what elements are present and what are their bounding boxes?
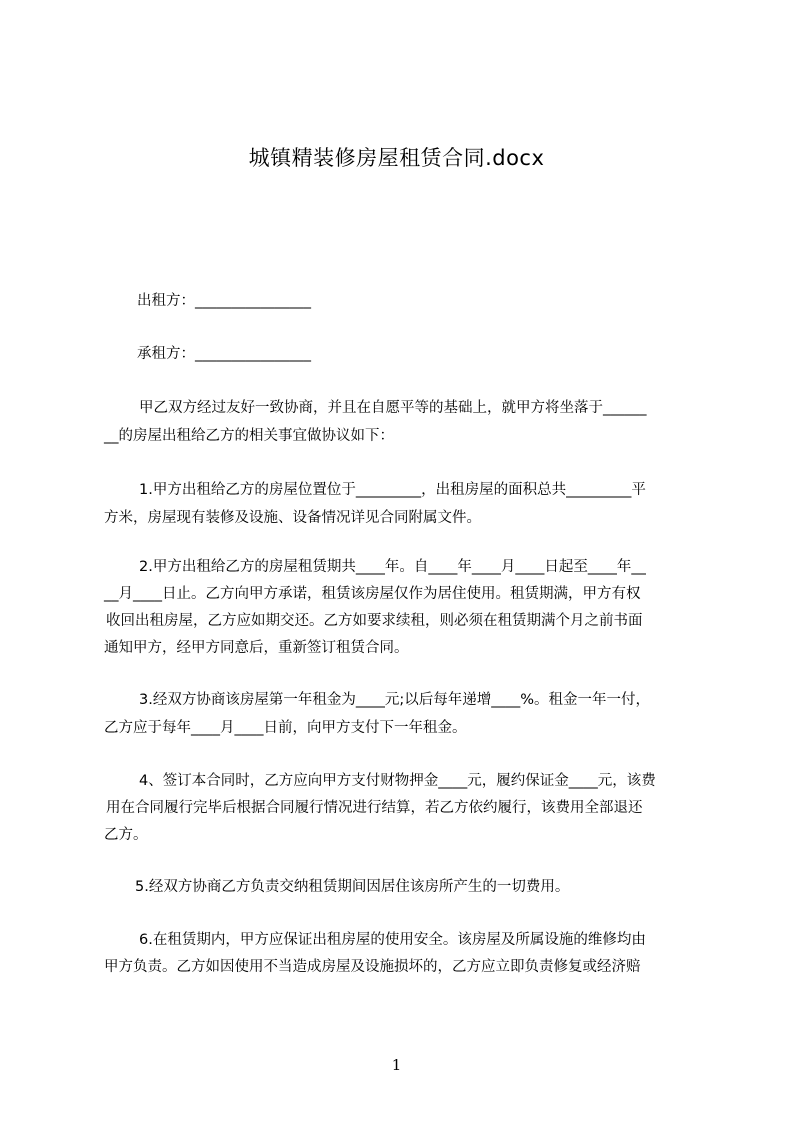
clause4-line-1: 4、签订本合同时，乙方应向甲方支付财物押金____元，履约保证金____元，该费 bbox=[139, 773, 656, 789]
clause1-line-2: 方米，房屋现有装修及设施、设备情况详见合同附属文件。 bbox=[104, 510, 481, 526]
clause3-line-2: 乙方应于每年____月____日前，向甲方支付下一年租金。 bbox=[104, 720, 467, 736]
clause6-line-1: 6.在租赁期内，甲方应保证出租房屋的使用安全。该房屋及所属设施的维修均由 bbox=[139, 932, 646, 948]
document-title: 城镇精装修房屋租赁合同.docx bbox=[248, 146, 545, 170]
party-b-line: 承租方：________________ bbox=[137, 346, 311, 362]
clause2-line-1: 2.甲方出租给乙方的房屋租赁期共____年。自____年____月____日起至____年__ bbox=[139, 559, 646, 575]
clause4-line-2: 用在合同履行完毕后根据合同履行情况进行结算，若乙方依约履行，该费用全部退还 bbox=[106, 800, 643, 816]
clause5-line-1: 5.经双方协商乙方负责交纳租赁期间因居住该房所产生的一切费用。 bbox=[135, 879, 570, 895]
clause3-line-1: 3.经双方协商该房屋第一年租金为____元;以后每年递增____%。租金一年一付， bbox=[139, 692, 650, 708]
clause4-line-3: 乙方。 bbox=[104, 827, 148, 843]
intro-line-2: __的房屋出租给乙方的相关事宜做协议如下： bbox=[104, 428, 394, 444]
clause1-line-1: 1.甲方出租给乙方的房屋位置位于_________，出租房屋的面积总共_________平 bbox=[139, 482, 646, 498]
party-a-line: 出租方：________________ bbox=[137, 293, 311, 309]
intro-line-1: 甲乙双方经过友好一致协商，并且在自愿平等的基础上，就甲方将坐落于______ bbox=[139, 400, 647, 416]
clause2-line-4: 通知甲方，经甲方同意后，重新签订租赁合同。 bbox=[104, 640, 409, 656]
clause2-line-3: 收回出租房屋，乙方应如期交还。乙方如要求续租，则必须在租赁期满个月之前书面 bbox=[106, 613, 643, 629]
clause2-line-2: __月____日止。乙方向甲方承诺，租赁该房屋仅作为居住使用。租赁期满，甲方有权 bbox=[104, 586, 641, 602]
page-number: 1 bbox=[391, 1056, 402, 1074]
clause6-line-2: 甲方负责。乙方如因使用不当造成房屋及设施损坏的，乙方应立即负责修复或经济赔 bbox=[104, 959, 641, 975]
